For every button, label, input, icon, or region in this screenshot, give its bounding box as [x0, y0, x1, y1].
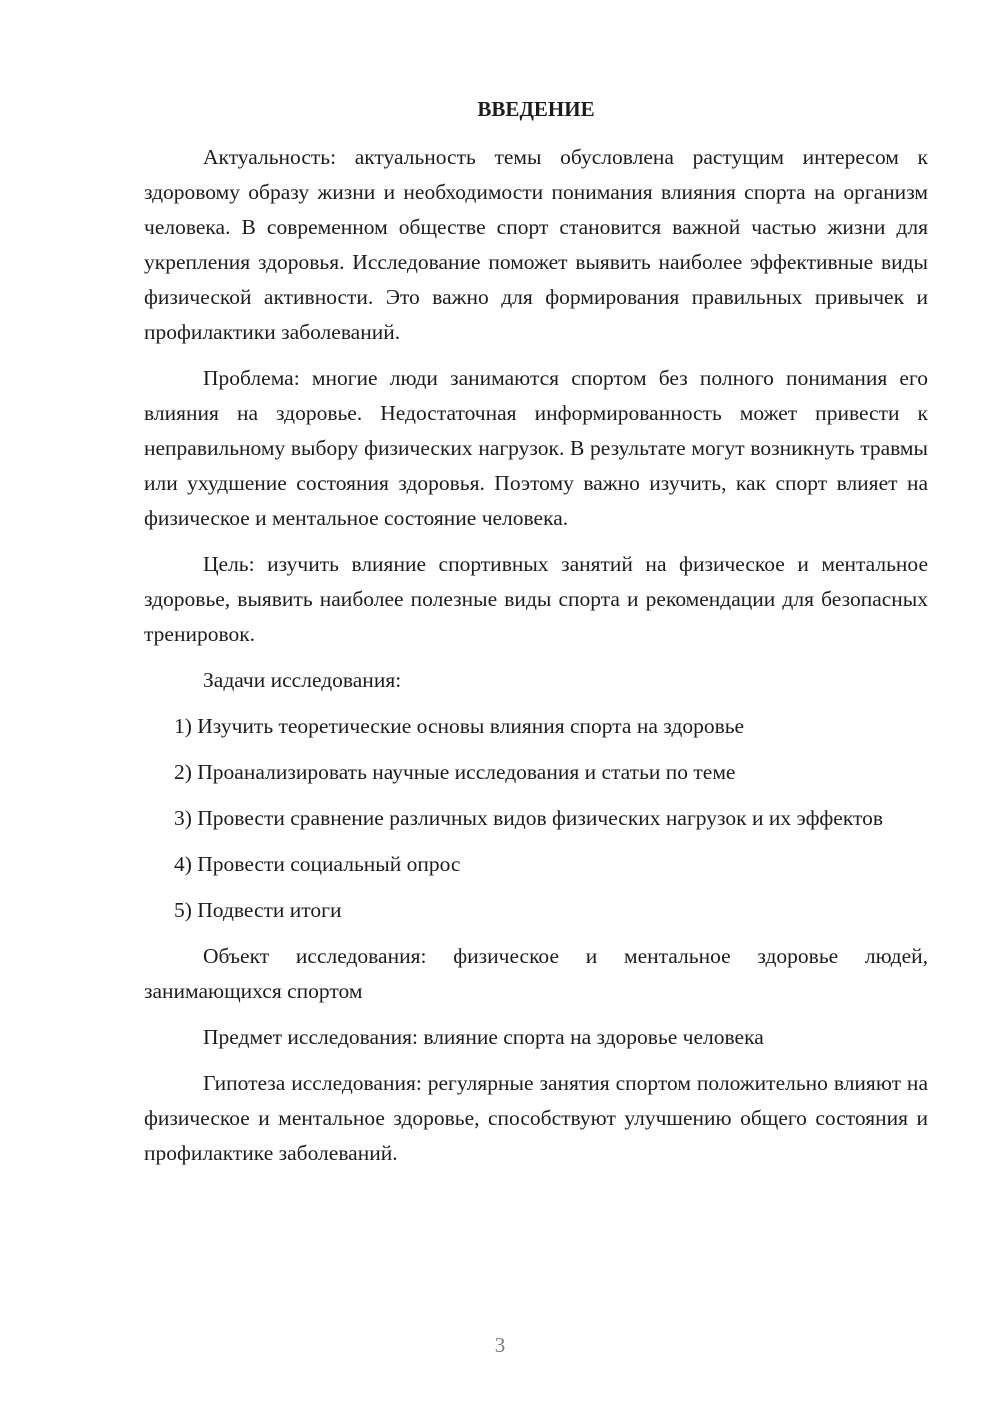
paragraph-problem: Проблема: многие люди занимаются спортом без полного понимания его влияния на здоровье. Недостаточная информированность может привести к неправильному выбору физических нагрузок. В результате могут возникнуть травмы или ухудшение состояния здоровья. Поэтому важно изучить, как спорт влияет на физическое и ментальное состояние человека.	[144, 366, 928, 530]
page-number: 3	[494, 1333, 506, 1357]
paragraph-hypothesis: Гипотеза исследования: регулярные занятия спортом положительно влияют на физическое и ментальное здоровье, способствуют улучшению общего состояния и профилактике заболеваний.	[144, 1071, 928, 1165]
document-page	[144, 90, 928, 1182]
paragraph-goal: Цель: изучить влияние спортивных занятий на физическое и ментальное здоровье, выявить наиболее полезные виды спорта и рекомендации для безопасных тренировок.	[144, 552, 928, 646]
list-item: 3) Провести сравнение различных видов физических нагрузок и их эффектов	[174, 806, 884, 830]
paragraph-subject: Предмет исследования: влияние спорта на здоровье человека	[203, 1025, 764, 1049]
list-item: 2) Проанализировать научные исследования и статьи по теме	[174, 760, 736, 784]
list-item: 4) Провести социальный опрос	[174, 852, 461, 876]
list-item: 1) Изучить теоретические основы влияния спорта на здоровье	[174, 714, 745, 738]
tasks-list	[144, 709, 928, 928]
tasks-heading: Задачи исследования:	[203, 668, 402, 692]
list-item: 5) Подвести итоги	[174, 898, 342, 922]
section-title: ВВЕДЕНИЕ	[477, 97, 595, 121]
paragraph-relevance: Актуальность: актуальность темы обусловлена растущим интересом к здоровому образу жизни и необходимости понимания влияния спорта на организм человека. В современном обществе спорт становится важной частью жизни для укрепления здоровья. Исследование поможет выявить наиболее эффективные виды физической активности. Это важно для формирования правильных привычек и профилактики заболеваний.	[144, 145, 928, 344]
paragraph-object: Объект исследования: физическое и ментальное здоровье людей, занимающихся спортом	[144, 944, 928, 1003]
